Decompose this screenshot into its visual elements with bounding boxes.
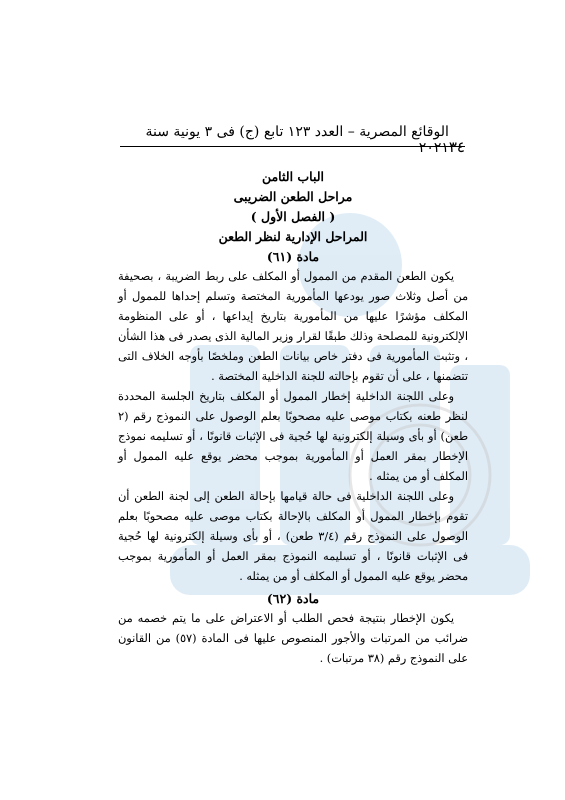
- section-heading: ( الفصل الأول ): [250, 209, 336, 224]
- article-62-heading: مادة (٦٢): [266, 591, 320, 606]
- page-header: [120, 124, 465, 156]
- header-divider: [120, 146, 465, 147]
- paragraph-2: وعلى اللجنة الداخلية إخطار الممول أو المكلف بتاريخ الجلسة المحددة لنظر طعنه بكتاب موصى عليه مصحوبًا بعلم الوصول على النموذج رقم (٢ طعن) أو بأى وسيلة إلكترونية لها حُجية فى الإثبات قانونًا ، أو تسليمه نموذج الإخطار بمقر العمل أو المأمورية بموجب محضر يوقع عليه الممول أو المكلف أو من يمثله .: [118, 390, 468, 483]
- header-title: الوقائع المصرية – العدد ١٢٣ تابع (ج) فى ٣ يونية سنة ٢٠٢١: [145, 124, 449, 156]
- article-61-heading: مادة (٦١): [266, 249, 320, 264]
- section-subtitle: المراحل الإدارية لنظر الطعن: [218, 229, 368, 244]
- page-number: ٣٤: [448, 138, 465, 156]
- document-body: [118, 167, 468, 669]
- paragraph-3: وعلى اللجنة الداخلية فى حالة قيامها بإحالة الطعن إلى لجنة الطعن أن تقوم بإخطار الممول أو المكلف بالإحالة بكتاب موصى عليه مصحوبًا بعلم الوصول على النموذج رقم (٣/٤ طعن) ، أو بأى وسيلة إلكترونية لها حُجية فى الإثبات قانونًا ، أو تسليمه النموذج بمقر العمل أو المأمورية بموجب محضر يوقع عليه الممول أو المكلف أو من يمثله .: [118, 490, 468, 583]
- chapter-subtitle: مراحل الطعن الضريبى: [233, 189, 353, 204]
- paragraph-1: يكون الطعن المقدم من الممول أو المكلف على ربط الضريبة ، بصحيفة من أصل وثلاث صور يودعها المأمورية المختصة وتسلم إحداها للممول أو المكلف مؤشرًا عليها من المأمورية بتاريخ إيداعها ، أو على المنظومة الإلكترونية للمصلحة وذلك طبقًا لقرار وزير المالية الذى يصدر فى هذا الشأن ، وتثبت المأمورية فى دفتر خاص بيانات الطعن وملخصًا بأوجه الخلاف التى تتضمنها ، على أن تقوم بإحالته للجنة الداخلية المختصة .: [118, 270, 468, 383]
- chapter-heading: الباب الثامن: [261, 169, 325, 184]
- paragraph-4: يكون الإخطار بنتيجة فحص الطلب أو الاعتراض على ما يتم خصمه من ضرائب من المرتبات والأجور المنصوص عليها فى المادة (٥٧) من القانون على النموذج رقم (٣٨ مرتبات) .: [118, 612, 468, 665]
